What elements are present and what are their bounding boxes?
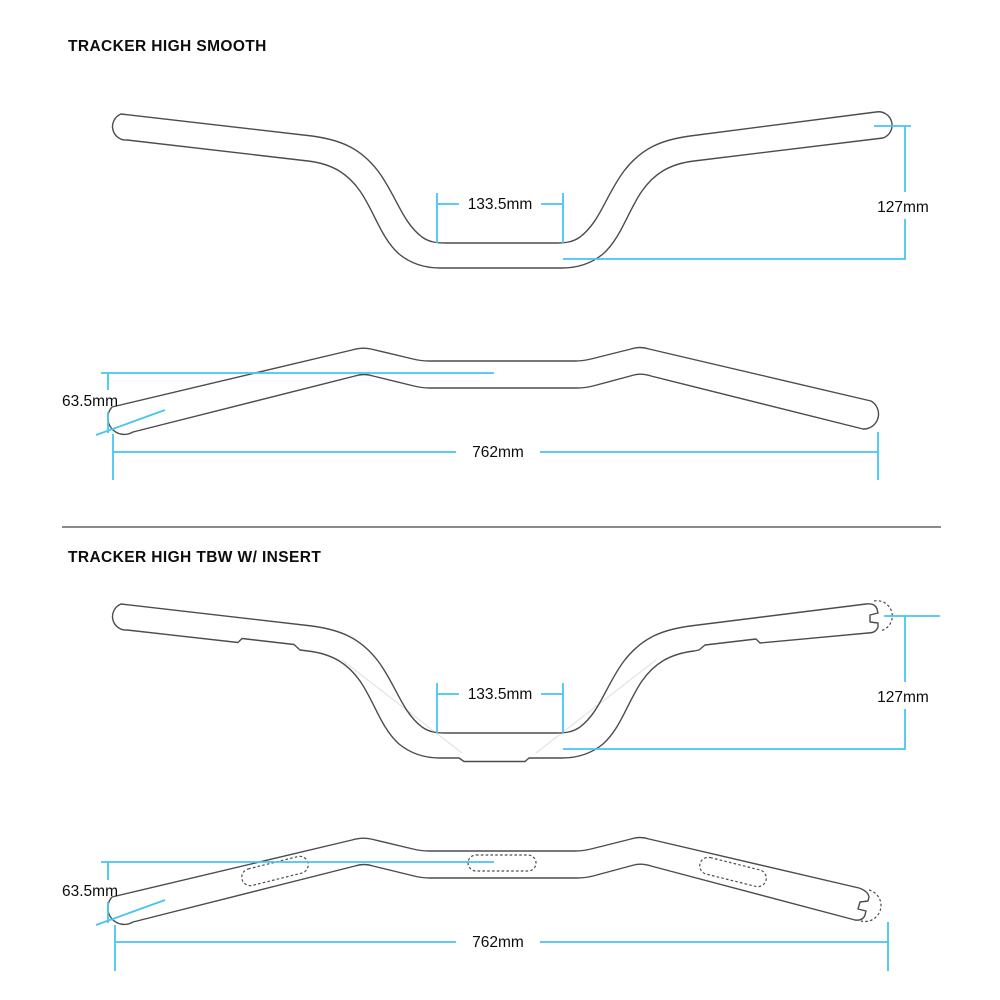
dim-lines (96, 862, 494, 925)
dim-label-clamp-width: 133.5mm (467, 686, 533, 703)
dim-label-pullback: 63.5mm (62, 883, 118, 900)
dim-label-overall-width: 762mm (472, 934, 524, 951)
handlebar-top-view-smooth (108, 348, 879, 435)
section-title-tbw: TRACKER HIGH TBW W/ INSERT (68, 549, 322, 566)
dim-lines (563, 616, 940, 749)
handlebar-front-view-tbw (113, 604, 878, 762)
dim-overall-width-smooth (113, 432, 878, 480)
dim-overall-width-tbw (115, 922, 888, 971)
dim-clamp-width-tbw (437, 683, 563, 733)
bend-reflection-lines (342, 660, 656, 753)
dim-label-rise: 127mm (877, 199, 929, 216)
insert-cutout-center (468, 855, 536, 871)
section-smooth (62, 112, 929, 480)
dim-label-clamp-width: 133.5mm (467, 196, 533, 213)
dim-label-rise: 127mm (877, 689, 929, 706)
dim-clamp-width-smooth (437, 193, 563, 243)
dim-label-overall-width: 762mm (472, 444, 524, 461)
dim-rise-tbw (563, 616, 940, 749)
section-title-smooth: TRACKER HIGH SMOOTH (68, 38, 267, 55)
handlebar-front-view-smooth (113, 112, 893, 268)
dim-rise-smooth (563, 126, 929, 259)
handlebar-top-view-tbw (108, 838, 869, 925)
insert-cutout-left (240, 855, 310, 888)
section-tbw (62, 601, 940, 971)
dim-label-pullback: 63.5mm (62, 393, 118, 410)
insert-cutout-right (698, 856, 768, 889)
